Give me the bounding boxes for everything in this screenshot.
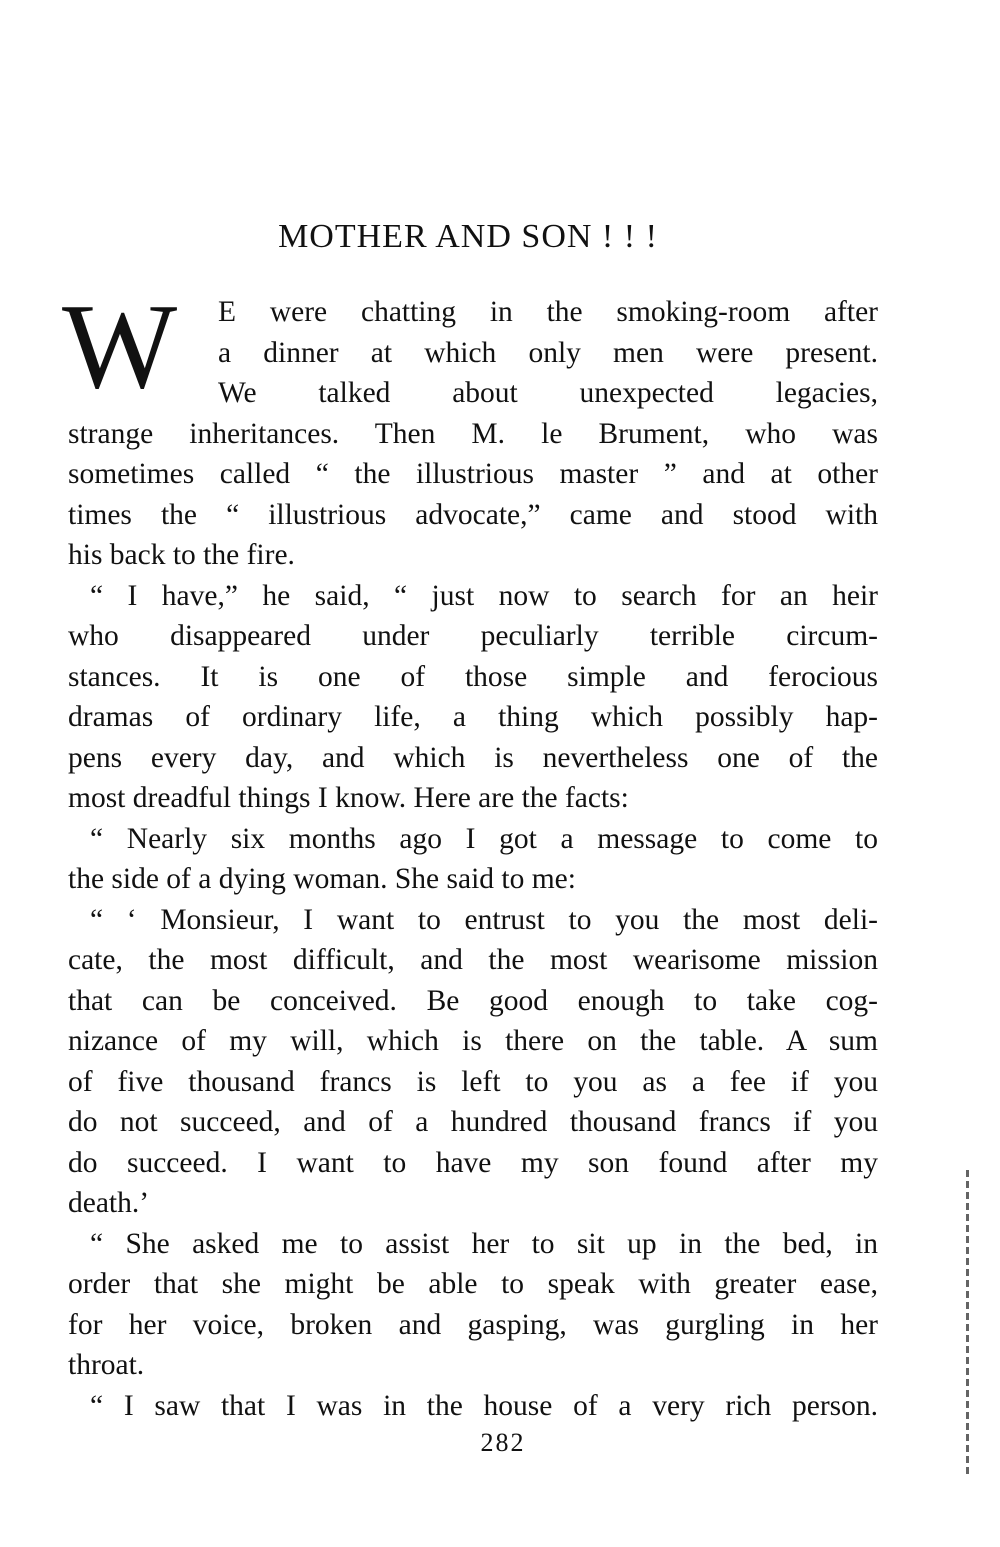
text-line: his back to the fire. [68, 539, 295, 571]
scan-edge-mark [966, 1170, 969, 1475]
text-line: stances. It is one of those simple and ferocious [68, 661, 878, 693]
text-line: throat. [68, 1349, 145, 1381]
text-line: who disappeared under peculiarly terrible circum- [68, 620, 878, 652]
text-line: strange inheritances. Then M. le Brument, who was [68, 418, 878, 450]
text-line: cate, the most difficult, and the most wearisome mission [68, 944, 878, 976]
text-line: “ ‘ Monsieur, I want to entrust to you the most deli- [90, 904, 878, 936]
text-line: We talked about unexpected legacies, [218, 377, 878, 409]
text-line: do not succeed, and of a hundred thousand francs if you [68, 1106, 878, 1138]
text-line: nizance of my will, which is there on the table. A sum [68, 1025, 878, 1057]
page-number: 282 [480, 1428, 526, 1457]
text-line: times the “ illustrious advocate,” came and stood with [68, 499, 878, 531]
text-line: “ I saw that I was in the house of a very rich person. [90, 1390, 878, 1422]
text-line: E were chatting in the smoking-room after [218, 296, 878, 328]
text-line: “ She asked me to assist her to sit up in the bed, in [90, 1228, 878, 1260]
text-line: a dinner at which only men were present. [218, 337, 878, 369]
text-line: the side of a dying woman. She said to me: [68, 863, 576, 895]
chapter-title: MOTHER AND SON ! ! ! [278, 218, 658, 255]
text-line: “ Nearly six months ago I got a message to come to [90, 823, 878, 855]
text-line: death.’ [68, 1187, 150, 1219]
text-line: pens every day, and which is nevertheless one of the [68, 742, 878, 774]
text-line: order that she might be able to speak with greater ease, [68, 1268, 878, 1300]
drop-cap: W [62, 279, 174, 414]
text-line: for her voice, broken and gasping, was gurgling in her [68, 1309, 878, 1341]
text-line: do succeed. I want to have my son found after my [68, 1147, 878, 1179]
text-line: “ I have,” he said, “ just now to search for an heir [90, 580, 878, 612]
text-line: that can be conceived. Be good enough to take cog- [68, 985, 878, 1017]
text-line: sometimes called “ the illustrious master ” and at other [68, 458, 878, 490]
text-line: dramas of ordinary life, a thing which possibly hap- [68, 701, 878, 733]
text-line: most dreadful things I know. Here are the facts: [68, 782, 629, 814]
text-line: of five thousand francs is left to you as a fee if you [68, 1066, 878, 1098]
